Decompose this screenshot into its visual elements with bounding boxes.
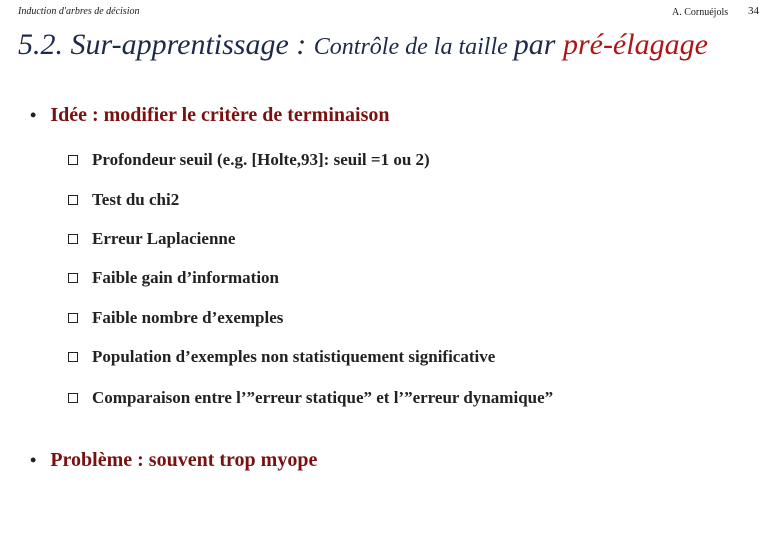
checkbox-square-icon — [68, 393, 78, 403]
checkbox-square-icon — [68, 155, 78, 165]
subitem-text: Erreur Laplacienne — [92, 229, 236, 248]
bullet-dot-icon: • — [30, 450, 37, 470]
subitem — [68, 190, 179, 210]
bullet-idea-text: Idée : modifier le critère de terminaison — [50, 104, 390, 126]
subitem-text: Test du chi2 — [92, 190, 180, 209]
subitem-text: Faible nombre d’exemples — [92, 308, 284, 327]
bullet-idea — [30, 104, 389, 127]
subitem-text: Profondeur seuil (e.g. [Holte,93]: seuil =1 ou 2) — [92, 150, 430, 169]
title-topic: Contrôle de la taille — [313, 34, 514, 60]
checkbox-square-icon — [68, 273, 78, 283]
header-author: A. Cornuéjols — [672, 7, 729, 18]
checkbox-square-icon — [68, 195, 78, 205]
title-connector: par — [513, 28, 563, 61]
checkbox-square-icon — [68, 234, 78, 244]
subitem — [68, 308, 283, 328]
subitem-text: Faible gain d’information — [92, 268, 280, 287]
slide-title — [18, 30, 708, 60]
page-number: 34 — [748, 5, 759, 17]
subitem — [68, 229, 235, 249]
header-course-title: Induction d'arbres de décision — [18, 6, 140, 17]
bullet-problem-text: Problème : souvent trop myope — [50, 449, 318, 471]
subitem — [68, 150, 430, 170]
checkbox-square-icon — [68, 352, 78, 362]
subitem-text: Population d’exemples non statistiquement significative — [92, 347, 496, 366]
bullet-dot-icon: • — [30, 105, 37, 125]
checkbox-square-icon — [68, 313, 78, 323]
subitem — [68, 347, 495, 367]
title-highlight: pré-élagage — [562, 28, 708, 61]
title-section: 5.2. Sur-apprentissage : — [18, 28, 314, 61]
subitem — [68, 268, 279, 288]
subitem — [68, 388, 553, 408]
bullet-problem — [30, 449, 317, 472]
subitem-text: Comparaison entre l’”erreur statique” et l’”erreur dynamique” — [92, 388, 554, 407]
